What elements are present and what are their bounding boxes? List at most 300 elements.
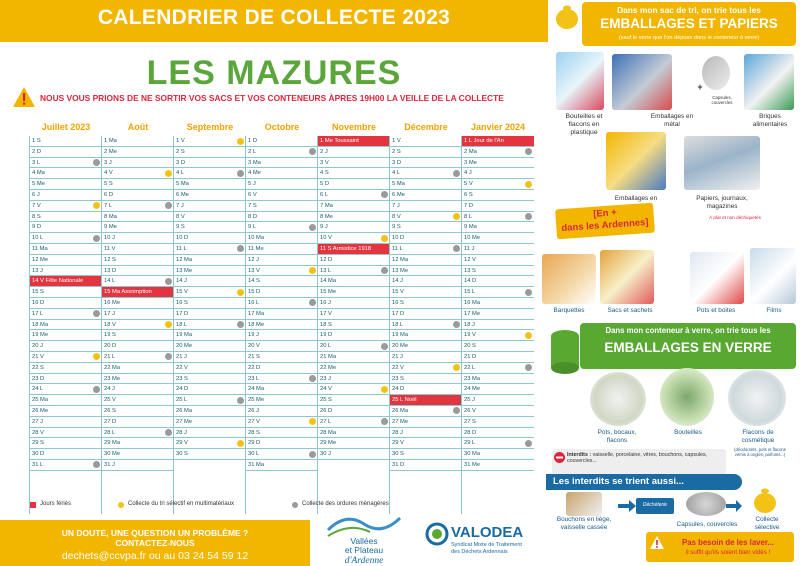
day-cell [174, 363, 246, 374]
valodea-logo [425, 512, 545, 562]
day-label: 7 V [32, 202, 41, 209]
day-cell [390, 341, 462, 352]
vallees-line1: Vallées [350, 536, 378, 546]
day-label: 5 V [464, 181, 473, 188]
day-cell [30, 384, 102, 395]
caption-briques: Briques alimentaires [752, 113, 788, 128]
household-collection-dot [309, 224, 316, 231]
day-label: 7 J [392, 202, 400, 209]
day-cell [246, 363, 318, 374]
cosmetic-bottles-image [728, 370, 786, 426]
household-collection-dot [237, 321, 244, 328]
day-label: 15 D [248, 289, 261, 296]
trays-image [542, 254, 596, 304]
day-cell [246, 330, 318, 341]
day-cell [390, 201, 462, 212]
glass-bottles-image [660, 368, 714, 426]
day-cell [30, 449, 102, 460]
arrow-right-icon-2 [726, 500, 742, 512]
month-column [462, 136, 534, 471]
day-label: 26 D [320, 407, 333, 414]
day-cell [318, 233, 390, 244]
day-cell [390, 320, 462, 331]
day-label: 17 V [320, 310, 332, 317]
day-label: 10 V [320, 235, 332, 242]
day-cell [102, 309, 174, 320]
day-cell [390, 212, 462, 223]
household-collection-dot [93, 310, 100, 317]
day-cell [246, 438, 318, 449]
day-cell [30, 136, 102, 147]
day-label: 14 Ma [320, 278, 337, 285]
day-label: 13 V [248, 267, 260, 274]
day-cell [246, 384, 318, 395]
day-cell [462, 255, 534, 266]
day-label: 8 L [464, 213, 473, 220]
day-cell [174, 255, 246, 266]
day-cell [246, 136, 318, 147]
day-cell [390, 233, 462, 244]
day-cell [246, 212, 318, 223]
day-label: 9 D [32, 224, 42, 231]
household-collection-dot [309, 375, 316, 382]
day-cell [246, 341, 318, 352]
day-label: 29 V [176, 440, 188, 447]
holiday-day-cell [318, 136, 390, 147]
household-collection-dot [93, 235, 100, 242]
day-cell [30, 428, 102, 439]
day-label: 2 J [320, 148, 328, 155]
day-cell [462, 320, 534, 331]
selective-collection-dot [165, 170, 172, 177]
day-cell [30, 352, 102, 363]
day-cell [30, 179, 102, 190]
day-cell [462, 330, 534, 341]
household-collection-dot [525, 440, 532, 447]
day-label: 4 S [320, 170, 329, 177]
day-label: 29 Me [320, 440, 337, 447]
day-label: 3 J [104, 159, 112, 166]
day-cell [462, 363, 534, 374]
day-label: 23 J [320, 375, 331, 382]
day-label: 31 J [104, 461, 115, 468]
selective-collection-dot [93, 202, 100, 209]
day-label: 12 D [320, 256, 333, 263]
day-cell [390, 352, 462, 363]
sac-note: (sauf le verre que l'on dépose dans le conteneur à verre) [618, 35, 760, 41]
day-label: 17 L [32, 310, 44, 317]
day-cell [462, 374, 534, 385]
day-cell [102, 384, 174, 395]
day-label: 20 D [104, 343, 117, 350]
legend-household: Collecte des ordures ménagères [302, 501, 389, 507]
household-collection-dot [165, 429, 172, 436]
day-label: 15 S [32, 289, 44, 296]
day-label: 23 S [392, 375, 404, 382]
day-label: 12 Ma [176, 256, 193, 263]
day-cell [102, 266, 174, 277]
day-cell [318, 222, 390, 233]
day-cell [318, 320, 390, 331]
day-label: 9 L [248, 224, 257, 231]
day-cell [174, 406, 246, 417]
day-label: 22 S [32, 364, 44, 371]
day-label: 19 Ma [392, 332, 409, 339]
day-cell [462, 233, 534, 244]
day-label: 24 Ma [248, 386, 265, 393]
day-cell [30, 201, 102, 212]
caption-plastique: Bouteilles et flacons en plastique [565, 113, 603, 136]
day-label: 23 Me [104, 375, 121, 382]
day-label: 19 J [248, 332, 259, 339]
day-cell [390, 460, 462, 471]
day-label: 8 Ma [104, 213, 117, 220]
day-label: 24 Me [464, 386, 481, 393]
day-cell [102, 406, 174, 417]
day-label: 17 Ma [248, 310, 265, 317]
day-cell [318, 330, 390, 341]
day-cell [390, 298, 462, 309]
household-collection-dot [165, 353, 172, 360]
caption-barquettes: Barquettes [553, 307, 585, 314]
day-cell [30, 406, 102, 417]
day-label: 18 J [464, 321, 475, 328]
day-label: 8 S [32, 213, 41, 220]
household-collection-dot [93, 386, 100, 393]
day-cell [174, 147, 246, 158]
day-label: 12 J [248, 256, 259, 263]
day-cell [390, 438, 462, 449]
valodea-sub1: Syndicat Mixte de Traitement [451, 542, 522, 548]
day-label: 27 V [248, 418, 260, 425]
day-label: 20 V [248, 343, 260, 350]
day-cell [318, 406, 390, 417]
month-column [246, 136, 318, 471]
day-cell [30, 212, 102, 223]
day-cell [246, 276, 318, 287]
day-cell [318, 384, 390, 395]
day-label: 1 S [32, 138, 41, 144]
day-cell [102, 428, 174, 439]
day-label: 8 V [392, 213, 401, 220]
day-cell [174, 298, 246, 309]
no-entry-icon [554, 452, 565, 463]
day-label: 13 L [320, 267, 332, 274]
holiday-day-cell [102, 287, 174, 298]
day-label: 2 S [176, 148, 185, 155]
day-label: 1 Me Toussaint [320, 138, 359, 144]
day-label: 12 S [104, 256, 116, 263]
day-label: 3 Me [464, 159, 477, 166]
day-cell [246, 460, 318, 471]
day-label: 9 Me [104, 224, 117, 231]
day-cell [462, 276, 534, 287]
selective-legend-dot [118, 502, 124, 508]
day-label: 6 Me [176, 191, 189, 198]
day-cell [246, 190, 318, 201]
day-label: 28 J [176, 429, 187, 436]
month-header: Septembre [186, 122, 234, 132]
day-label: 29 D [248, 440, 261, 447]
no-wash-title: Pas besoin de les laver... [682, 538, 774, 547]
day-label: 3 D [392, 159, 402, 166]
day-label: 21 Ma [320, 353, 337, 360]
day-label: 29 L [464, 440, 476, 447]
verre-title: EMBALLAGES EN VERRE [604, 340, 772, 355]
selective-collection-dot [453, 213, 460, 220]
day-cell [318, 352, 390, 363]
legend-holidays: Jours fériés [40, 501, 72, 507]
caption-collecte: Collecte sélective [754, 516, 780, 531]
month-column [30, 136, 102, 471]
day-cell [390, 266, 462, 277]
vallees-line2: et Plateau [344, 545, 384, 555]
day-cell [390, 276, 462, 287]
day-label: 31 L [32, 461, 44, 468]
day-cell [390, 428, 462, 439]
day-cell [102, 363, 174, 374]
day-label: 18 Me [248, 321, 265, 328]
cardboard-image [606, 132, 666, 190]
day-cell [390, 179, 462, 190]
day-cell [174, 276, 246, 287]
valodea-name: VALODEA [451, 524, 524, 541]
day-cell [246, 201, 318, 212]
day-label: 13 S [464, 267, 476, 274]
day-label: 1 V [392, 138, 401, 144]
selective-collection-dot [309, 418, 316, 425]
day-cell [30, 147, 102, 158]
day-label: 8 Me [320, 213, 333, 220]
day-label: 24 V [320, 386, 332, 393]
day-label: 28 J [392, 429, 403, 436]
day-label: 22 Me [320, 364, 337, 371]
day-label: 3 L [32, 159, 41, 166]
day-label: 13 J [32, 267, 43, 274]
metal-packaging-image [612, 54, 672, 110]
day-label: 28 D [464, 429, 477, 436]
day-label: 2 Ma [464, 148, 477, 155]
day-label: 1 D [248, 138, 258, 144]
household-collection-dot [453, 245, 460, 252]
day-cell [462, 168, 534, 179]
ardennes-plus-line2: dans les Ardennes] [561, 216, 649, 235]
day-cell [246, 222, 318, 233]
month-header: Août [127, 122, 149, 132]
arrow-right-icon [618, 500, 636, 512]
household-collection-dot [237, 170, 244, 177]
drink-cartons-image [744, 54, 794, 110]
day-label: 23 L [248, 375, 260, 382]
warning-icon [12, 86, 36, 108]
warning-icon-small [650, 536, 664, 549]
day-label: 15 L [464, 289, 476, 296]
day-cell [462, 460, 534, 471]
day-label: 5 Me [32, 181, 45, 188]
day-label: 11 L [392, 245, 403, 252]
day-label: 31 Me [464, 461, 481, 468]
day-cell [318, 212, 390, 223]
vallees-line3: d'Ardenne [344, 556, 384, 566]
day-cell [246, 287, 318, 298]
day-cell [174, 330, 246, 341]
day-label: 9 Ma [464, 224, 477, 231]
day-cell [30, 363, 102, 374]
day-label: 19 D [320, 332, 333, 339]
day-cell [102, 438, 174, 449]
day-cell [30, 309, 102, 320]
day-cell [462, 147, 534, 158]
day-label: 19 S [104, 332, 116, 339]
day-label: 13 Me [176, 267, 193, 274]
household-collection-dot [525, 364, 532, 371]
day-cell [102, 395, 174, 406]
day-cell [318, 341, 390, 352]
selective-collection-dot [237, 138, 244, 145]
day-label: 9 J [320, 224, 328, 231]
caption-capsules: Capsules, couvercles [676, 521, 738, 528]
day-cell [102, 330, 174, 341]
day-label: 8 D [248, 213, 258, 220]
day-label: 15 Ma Assomption [104, 289, 152, 296]
day-label: 18 L [392, 321, 404, 328]
day-cell [102, 190, 174, 201]
day-cell [102, 320, 174, 331]
day-label: 30 D [32, 451, 45, 458]
household-collection-dot [381, 343, 388, 350]
day-label: 30 J [320, 451, 331, 458]
day-cell [174, 222, 246, 233]
day-label: 2 Me [104, 148, 117, 155]
day-cell [174, 212, 246, 223]
day-cell [390, 384, 462, 395]
day-cell [30, 168, 102, 179]
household-collection-dot [525, 289, 532, 296]
day-label: 21 J [176, 353, 187, 360]
day-label: 29 Ma [104, 440, 121, 447]
glass-bin-icon [548, 326, 582, 376]
bags-image [600, 250, 654, 304]
day-label: 25 J [464, 397, 475, 404]
day-label: 28 Ma [320, 429, 337, 436]
day-cell [462, 222, 534, 233]
day-cell [30, 374, 102, 385]
day-cell [174, 233, 246, 244]
day-cell [390, 158, 462, 169]
day-label: 3 Ma [248, 159, 261, 166]
household-collection-dot [93, 159, 100, 166]
day-cell [246, 233, 318, 244]
day-cell [30, 266, 102, 277]
forbidden-list: vaisselle, porcelaine, vitres, bouchons, capsules, couvercles... [567, 452, 708, 465]
day-cell [30, 298, 102, 309]
day-label: 20 J [32, 343, 43, 350]
day-cell [174, 136, 246, 147]
day-label: 2 L [248, 148, 257, 155]
day-label: 14 L [104, 278, 116, 285]
day-cell [174, 179, 246, 190]
day-label: 26 Ma [176, 407, 193, 414]
day-label: 4 J [464, 170, 472, 177]
day-cell [246, 179, 318, 190]
forbidden-banner-text: Les interdits se trient aussi... [553, 476, 684, 487]
caption-bouchons: Bouchons en liège, vaisselle cassée [556, 516, 612, 531]
day-cell [102, 298, 174, 309]
household-collection-dot [165, 278, 172, 285]
day-label: 11 V [104, 245, 116, 252]
town-name: LES MAZURES [146, 54, 402, 92]
selective-collection-dot [453, 364, 460, 371]
household-collection-dot [453, 407, 460, 414]
household-collection-dot [309, 451, 316, 458]
day-cell [246, 406, 318, 417]
day-cell [462, 244, 534, 255]
household-collection-dot [237, 245, 244, 252]
day-cell [174, 341, 246, 352]
day-cell [462, 179, 534, 190]
day-cell [174, 287, 246, 298]
day-label: 11 Ma [32, 245, 48, 252]
day-label: 5 Ma [392, 181, 405, 188]
day-cell [462, 406, 534, 417]
day-label: 22 L [464, 364, 476, 371]
household-collection-dot [453, 321, 460, 328]
day-label: 26 V [464, 407, 476, 414]
day-cell [318, 287, 390, 298]
day-label: 21 V [32, 353, 44, 360]
day-cell [30, 190, 102, 201]
day-cell [246, 266, 318, 277]
tri-bag-icon-small [752, 486, 778, 514]
day-label: 30 L [248, 451, 260, 458]
day-label: 7 D [464, 202, 474, 209]
day-cell [102, 352, 174, 363]
day-cell [390, 449, 462, 460]
day-label: 13 Me [392, 267, 409, 274]
day-cell [318, 395, 390, 406]
day-cell [462, 352, 534, 363]
day-label: 29 S [32, 440, 44, 447]
day-cell [30, 417, 102, 428]
caption-sacs: Sacs et sachets [607, 307, 653, 314]
forbidden-label: Interdits : [567, 452, 592, 458]
day-label: 20 Me [392, 343, 409, 350]
day-cell [318, 449, 390, 460]
household-collection-dot [237, 397, 244, 404]
household-legend-dot [292, 502, 298, 508]
day-cell [30, 255, 102, 266]
day-label: 26 Ma [392, 407, 409, 414]
day-cell [318, 255, 390, 266]
sac-intro: Dans mon sac de tri, on trie tous les [617, 5, 761, 15]
day-cell [462, 190, 534, 201]
caption-films: Films [766, 307, 782, 314]
day-label: 12 Me [32, 256, 49, 263]
day-cell [390, 168, 462, 179]
day-label: 24 D [176, 386, 189, 393]
plus-sign-icon: + [697, 82, 703, 92]
valodea-sub2: des Déchets Ardennais [451, 549, 508, 555]
day-cell [30, 438, 102, 449]
dechetterie-label: Déchèterie [642, 502, 668, 508]
day-label: 23 S [176, 375, 188, 382]
day-label: 28 L [104, 429, 116, 436]
day-label: 19 Me [32, 332, 49, 339]
day-cell [246, 255, 318, 266]
day-cell [174, 201, 246, 212]
day-cell [30, 287, 102, 298]
day-label: 16 J [320, 299, 331, 306]
